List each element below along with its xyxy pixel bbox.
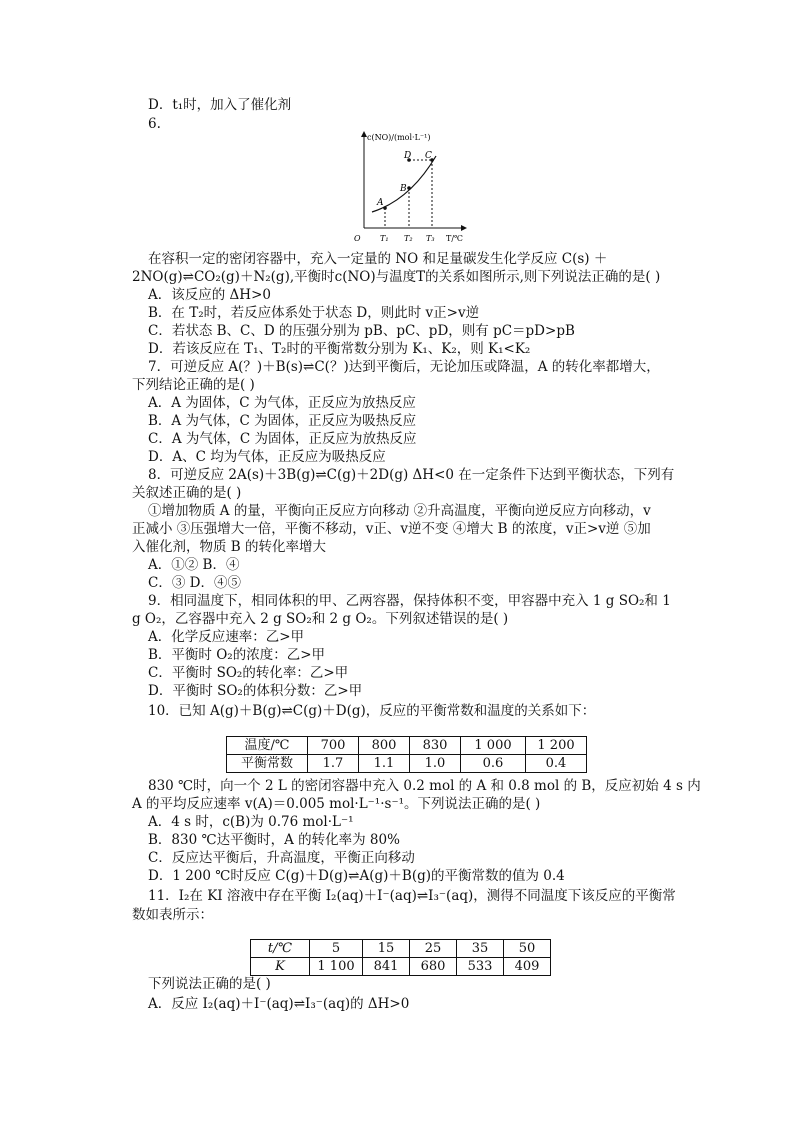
equilibrium-constant-table (226, 736, 587, 773)
text-line: 下列结论正确的是( ) (132, 377, 255, 393)
table-cell: 平衡常数 (227, 755, 308, 773)
option-line: A．反应 I₂(aq)＋I⁻(aq)⇌I₃⁻(aq)的 ΔH>0 (148, 996, 410, 1012)
option-line: C．A 为气体，C 为固体，正反应为放热反应 (148, 431, 417, 447)
concentration-temperature-graph (352, 130, 472, 246)
table-cell: 15 (363, 940, 410, 958)
option-line: B．830 ℃达平衡时，A 的转化率为 80% (148, 832, 400, 848)
option-line: B．平衡时 O₂的浓度：乙>甲 (148, 647, 326, 663)
option-line: C．反应达平衡后，升高温度，平衡正向移动 (148, 850, 415, 866)
option-line: A．4 s 时，c(B)为 0.76 mol·L⁻¹ (148, 814, 354, 830)
table-cell: 25 (410, 940, 457, 958)
option-line: B．A 为气体，C 为固体，正反应为吸热反应 (148, 413, 417, 429)
text-line: D．t₁时，加入了催化剂 (148, 97, 292, 113)
table-cell: 533 (457, 958, 504, 976)
option-line: B．在 T₂时，若反应体系处于状态 D，则此时 v正>v逆 (148, 305, 480, 321)
text-line: 正减小 ③压强增大一倍，平衡不移动，v正、v逆不变 ④增大 B 的浓度，v正>v逆 ⑤加 (132, 521, 651, 537)
point-a (383, 206, 387, 210)
option-line: C．若状态 B、C、D 的压强分别为 pB、pC、pD，则有 pC＝pD>pB (148, 323, 575, 339)
origin-label: O (354, 234, 361, 243)
option-line: D．1 200 ℃时反应 C(g)＋D(g)⇌A(g)＋B(g)的平衡常数的值为 0.4 (148, 868, 565, 884)
equilibrium-constant-table-2 (250, 939, 551, 976)
text-line: 8．可逆反应 2A(s)＋3B(g)⇌C(g)＋2D(g) ΔH<0 在一定条件下达到平衡状态，下列有 (148, 467, 675, 483)
table-cell: K (251, 958, 310, 976)
point-d-label: D (404, 151, 412, 161)
table-cell: 5 (310, 940, 363, 958)
text-line: ①增加物质 A 的量，平衡向正反应方向移动 ②升高温度，平衡向逆反应方向移动，v (148, 503, 651, 519)
text-line: 11．I₂在 KI 溶液中存在平衡 I₂(aq)＋I⁻(aq)⇌I₃⁻(aq)，测得不同温度下该反应的平衡常 (148, 888, 676, 904)
option-line: A．①② B．④ (148, 557, 240, 573)
text-line: 9．相同温度下，相同体积的甲、乙两容器，保持体积不变，甲容器中充入 1 g SO₂和 1 (148, 593, 671, 609)
table-cell: 1.0 (410, 755, 461, 773)
text-line: g O₂，乙容器中充入 2 g SO₂和 2 g O₂。下列叙述错误的是( ) (132, 611, 509, 627)
point-c-label: C (425, 151, 432, 161)
table-cell: 0.4 (526, 755, 587, 773)
table-cell: 700 (308, 737, 359, 755)
text-line: 数如表所示： (132, 907, 213, 923)
tick-t2: T₂ (404, 234, 413, 243)
text-line: 2NO(g)⇌CO₂(g)＋N₂(g),平衡时c(NO)与温度T的关系如图所示,则下列说法正确的是( ) (132, 269, 661, 285)
tick-t1: T₁ (380, 234, 389, 243)
tick-t3: T₃ (426, 234, 435, 243)
option-line: C．③ D．④⑤ (148, 575, 241, 591)
option-line: A．A 为固体，C 为气体，正反应为放热反应 (148, 395, 416, 411)
table-cell: 35 (457, 940, 504, 958)
table-cell: 1.1 (359, 755, 410, 773)
table-cell: 1 000 (461, 737, 526, 755)
question-number: 6. (148, 116, 161, 132)
table-cell: 0.6 (461, 755, 526, 773)
option-line: A．该反应的 ΔH>0 (148, 287, 271, 303)
point-b-label: B (400, 184, 407, 194)
text-line: 关叙述正确的是( ) (132, 485, 242, 501)
table-cell: 50 (504, 940, 551, 958)
table-cell: 1.7 (308, 755, 359, 773)
table-cell: 841 (363, 958, 410, 976)
table-cell: 1 200 (526, 737, 587, 755)
text-line: 在容积一定的密闭容器中，充入一定量的 NO 和足量碳发生化学反应 C(s) ＋ (148, 251, 608, 267)
text-line: 7．可逆反应 A(？)＋B(s)⇌C(？)达到平衡后，无论加压或降温，A 的转化率都增大， (148, 359, 660, 375)
table-cell: t/℃ (251, 940, 310, 958)
table-cell: 1 100 (310, 958, 363, 976)
option-line: D．若该反应在 T₁、T₂时的平衡常数分别为 K₁、K₂，则 K₁<K₂ (148, 341, 531, 357)
point-a-label: A (377, 198, 384, 208)
text-line: 入催化剂，物质 B 的转化率增大 (132, 539, 327, 555)
text-line: 下列说法正确的是( ) (148, 976, 271, 992)
x-axis-label: T/℃ (446, 234, 463, 243)
table-cell: 800 (359, 737, 410, 755)
table-cell: 温度/℃ (227, 737, 308, 755)
option-line: D．平衡时 SO₂的体积分数：乙>甲 (148, 683, 363, 699)
text-line: 830 ℃时，向一个 2 L 的密闭容器中充入 0.2 mol 的 A 和 0.8 mol 的 B，反应初始 4 s 内 (148, 778, 701, 794)
point-b (407, 186, 411, 190)
option-line: A．化学反应速率：乙>甲 (148, 629, 305, 645)
table-cell: 680 (410, 958, 457, 976)
table-cell: 409 (504, 958, 551, 976)
table-cell: 830 (410, 737, 461, 755)
option-line: D．A、C 均为气体，正反应为吸热反应 (148, 449, 386, 465)
y-axis-label: c(NO)/(mol·L⁻¹) (367, 133, 431, 142)
text-line: A 的平均反应速率 v(A)＝0.005 mol·L⁻¹·s⁻¹。下列说法正确的是( ) (132, 796, 541, 812)
text-line: 10．已知 A(g)＋B(g)⇌C(g)＋D(g)，反应的平衡常数和温度的关系如下： (148, 703, 596, 719)
option-line: C．平衡时 SO₂的转化率：乙>甲 (148, 665, 349, 681)
